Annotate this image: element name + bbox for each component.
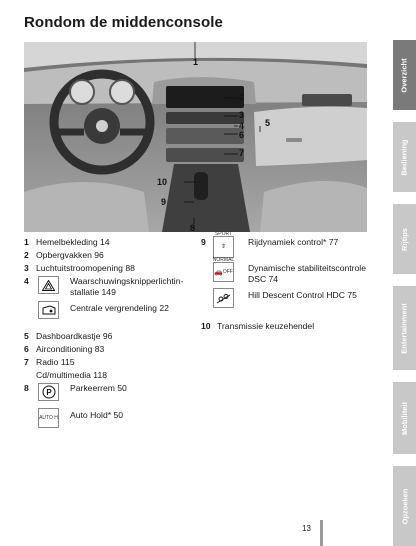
callout-7: 7 <box>239 148 245 158</box>
tab-rijtips[interactable]: Rijtips <box>393 204 416 274</box>
auto-hold-icon: AUTO H <box>38 408 59 428</box>
callout-6: 6 <box>239 130 245 140</box>
callout-8: 8 <box>190 223 196 232</box>
dashboard-photo <box>24 42 367 232</box>
callout-3: 3 <box>239 110 245 120</box>
drive-dynamic-switch-icon: SPORT ⇕ NORMAL <box>212 230 235 263</box>
component-list-left: 1 Hemelbekleding 14 2 Opbergvakken 96 3 Luchtuitstroomopening 88 4 Waarschuwingsknipperlichtin- stallatie 149 Centrale vergrendeling 22 5 Dashboardkastje 96 6 Airconditioning 83 7 Radio 115 Cd/multimedia 118 8 P Parkeerrem 50 AUTO H Auto Hold* 50 <box>24 236 194 426</box>
tab-opzoeken[interactable]: Opzoeken <box>393 466 416 546</box>
tab-mobiliteit[interactable]: Mobiliteit <box>393 382 416 454</box>
tab-bediening[interactable]: Bediening <box>393 122 416 192</box>
callout-4: 4 <box>239 121 245 131</box>
hazard-warning-icon <box>38 276 59 294</box>
central-locking-icon <box>38 301 59 319</box>
tab-entertainment[interactable]: Entertainment <box>393 286 416 370</box>
page-edge-bar <box>320 520 323 546</box>
dsc-off-icon: 🚗 OFF <box>213 262 234 282</box>
svg-text:P: P <box>45 388 52 397</box>
list-item: 4 Waarschuwingsknipperlichtin- stallatie 149 Centrale vergrendeling 22 <box>24 275 194 325</box>
callout-10: 10 <box>157 177 168 187</box>
component-list-right: 9 SPORT ⇕ NORMAL Rijdynamiek control* 77 🚗 OFF Dynamische stabiliteitscontrole DSC 74 Hill Descent Control HDC 75 10 Transmissie keuzehendel <box>201 236 373 346</box>
hill-descent-control-icon <box>213 288 234 308</box>
callout-9: 9 <box>161 197 167 207</box>
list-item: 8 P Parkeerrem 50 AUTO H Auto Hold* 50 <box>24 382 194 432</box>
parking-brake-icon <box>38 383 59 401</box>
list-item: Cd/multimedia 118 <box>36 370 108 380</box>
page-number: 13 <box>302 524 311 533</box>
callout-5: 5 <box>265 118 271 128</box>
callout-2: 2 <box>239 92 245 102</box>
dashboard-illustration <box>24 42 367 232</box>
list-item: 9 SPORT ⇕ NORMAL Rijdynamiek control* 77 🚗 OFF Dynamische stabiliteitscontrole DSC 74 Hill Descent Control HDC 75 <box>201 236 373 316</box>
callout-1: 1 <box>193 57 199 67</box>
page-title: Rondom de middenconsole <box>24 14 223 31</box>
tab-overzicht[interactable]: Overzicht <box>393 40 416 110</box>
